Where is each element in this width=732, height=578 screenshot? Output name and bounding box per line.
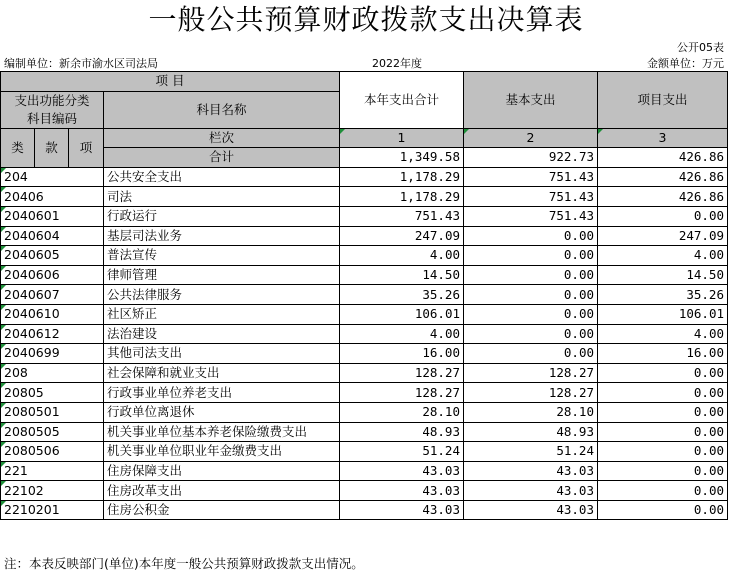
row-code: 2040612 xyxy=(1,324,104,344)
row-code: 2040610 xyxy=(1,304,104,324)
table-row xyxy=(1,246,728,266)
row-project: 0.00 xyxy=(598,402,728,422)
row-subject-name: 行政事业单位养老支出 xyxy=(104,383,340,403)
table-row xyxy=(1,422,728,442)
table-note: 注：本表反映部门(单位)本年度一般公共预算财政拨款支出情况。 xyxy=(4,556,364,571)
row-subject-name: 公共法律服务 xyxy=(104,285,340,305)
row-subject-name: 行政单位离退休 xyxy=(104,402,340,422)
row-subject-name: 行政运行 xyxy=(104,206,340,226)
table-row xyxy=(1,187,728,207)
table-row xyxy=(1,442,728,462)
header-kuan: 款 xyxy=(35,128,69,167)
row-project: 16.00 xyxy=(598,344,728,364)
header-subject-name: 科目名称 xyxy=(104,91,340,128)
row-total: 751.43 xyxy=(340,206,464,226)
compiling-unit: 编制单位：新余市渝水区司法局 xyxy=(4,57,158,70)
row-project: 0.00 xyxy=(598,461,728,481)
table-row xyxy=(1,265,728,285)
row-total: 14.50 xyxy=(340,265,464,285)
row-basic: 751.43 xyxy=(464,206,598,226)
row-project: 35.26 xyxy=(598,285,728,305)
row-basic: 0.00 xyxy=(464,304,598,324)
header-lanci: 栏次 xyxy=(104,128,340,148)
row-total: 128.27 xyxy=(340,363,464,383)
row-total: 4.00 xyxy=(340,246,464,266)
expenditure-table xyxy=(0,71,728,520)
row-total: 16.00 xyxy=(340,344,464,364)
row-code: 20805 xyxy=(1,383,104,403)
header-project: 项目支出 xyxy=(598,72,728,129)
row-total: 48.93 xyxy=(340,422,464,442)
row-code: 2080506 xyxy=(1,442,104,462)
row-total: 43.03 xyxy=(340,461,464,481)
row-project: 0.00 xyxy=(598,442,728,462)
row-basic: 51.24 xyxy=(464,442,598,462)
row-basic: 128.27 xyxy=(464,383,598,403)
row-code: 2040601 xyxy=(1,206,104,226)
table-row xyxy=(1,285,728,305)
row-project: 106.01 xyxy=(598,304,728,324)
row-project: 247.09 xyxy=(598,226,728,246)
row-total: 1,178.29 xyxy=(340,187,464,207)
row-project: 426.86 xyxy=(598,187,728,207)
row-basic: 43.03 xyxy=(464,500,598,520)
row-project: 14.50 xyxy=(598,265,728,285)
row-basic: 0.00 xyxy=(464,226,598,246)
row-subject-name: 社区矫正 xyxy=(104,304,340,324)
header-heji: 合计 xyxy=(104,148,340,168)
total-sum: 1,349.58 xyxy=(340,148,464,168)
row-code: 22102 xyxy=(1,481,104,501)
row-total: 28.10 xyxy=(340,402,464,422)
row-subject-name: 普法宣传 xyxy=(104,246,340,266)
row-total: 106.01 xyxy=(340,304,464,324)
table-row xyxy=(1,383,728,403)
row-basic: 751.43 xyxy=(464,187,598,207)
row-basic: 0.00 xyxy=(464,344,598,364)
row-basic: 28.10 xyxy=(464,402,598,422)
header-col2: 2 xyxy=(464,128,598,148)
row-basic: 0.00 xyxy=(464,265,598,285)
row-basic: 128.27 xyxy=(464,363,598,383)
row-subject-name: 住房保障支出 xyxy=(104,461,340,481)
row-project: 0.00 xyxy=(598,206,728,226)
row-basic: 751.43 xyxy=(464,167,598,187)
row-total: 1,178.29 xyxy=(340,167,464,187)
row-subject-name: 机关事业单位基本养老保险缴费支出 xyxy=(104,422,340,442)
row-project: 0.00 xyxy=(598,383,728,403)
row-code: 2210201 xyxy=(1,500,104,520)
table-row xyxy=(1,206,728,226)
table-row xyxy=(1,363,728,383)
row-total: 43.03 xyxy=(340,500,464,520)
table-row xyxy=(1,461,728,481)
row-subject-name: 社会保障和就业支出 xyxy=(104,363,340,383)
money-unit: 金额单位：万元 xyxy=(647,57,724,70)
row-total: 128.27 xyxy=(340,383,464,403)
row-basic: 0.00 xyxy=(464,324,598,344)
form-number: 公开05表 xyxy=(677,41,724,54)
row-subject-name: 住房公积金 xyxy=(104,500,340,520)
header-xiang: 项 xyxy=(69,128,104,167)
row-subject-name: 其他司法支出 xyxy=(104,344,340,364)
header-basic: 基本支出 xyxy=(464,72,598,129)
row-basic: 48.93 xyxy=(464,422,598,442)
row-total: 43.03 xyxy=(340,481,464,501)
row-basic: 43.03 xyxy=(464,461,598,481)
row-code: 2040605 xyxy=(1,246,104,266)
row-subject-name: 公共安全支出 xyxy=(104,167,340,187)
header-lei: 类 xyxy=(1,128,35,167)
row-code: 2080505 xyxy=(1,422,104,442)
row-subject-name: 机关事业单位职业年金缴费支出 xyxy=(104,442,340,462)
row-code: 20406 xyxy=(1,187,104,207)
header-total: 本年支出合计 xyxy=(340,72,464,129)
total-project: 426.86 xyxy=(598,148,728,168)
row-project: 4.00 xyxy=(598,324,728,344)
row-basic: 0.00 xyxy=(464,246,598,266)
header-col3: 3 xyxy=(598,128,728,148)
table-row xyxy=(1,324,728,344)
table-row xyxy=(1,344,728,364)
row-subject-name: 基层司法业务 xyxy=(104,226,340,246)
row-project: 0.00 xyxy=(598,481,728,501)
row-code: 2040607 xyxy=(1,285,104,305)
header-item: 项 目 xyxy=(1,72,340,92)
row-code: 208 xyxy=(1,363,104,383)
table-row xyxy=(1,304,728,324)
row-project: 0.00 xyxy=(598,363,728,383)
fiscal-year: 2022年度 xyxy=(372,57,422,70)
report-title: 一般公共预算财政拨款支出决算表 xyxy=(148,3,584,36)
table-row xyxy=(1,167,728,187)
total-basic: 922.73 xyxy=(464,148,598,168)
table-row xyxy=(1,402,728,422)
row-project: 426.86 xyxy=(598,167,728,187)
row-subject-name: 住房改革支出 xyxy=(104,481,340,501)
row-code: 204 xyxy=(1,167,104,187)
row-subject-name: 律师管理 xyxy=(104,265,340,285)
row-project: 4.00 xyxy=(598,246,728,266)
row-total: 51.24 xyxy=(340,442,464,462)
row-total: 35.26 xyxy=(340,285,464,305)
row-code: 221 xyxy=(1,461,104,481)
table-row xyxy=(1,481,728,501)
row-code: 2080501 xyxy=(1,402,104,422)
row-project: 0.00 xyxy=(598,500,728,520)
row-code: 2040699 xyxy=(1,344,104,364)
row-total: 247.09 xyxy=(340,226,464,246)
row-total: 4.00 xyxy=(340,324,464,344)
row-basic: 0.00 xyxy=(464,285,598,305)
row-subject-name: 司法 xyxy=(104,187,340,207)
header-col1: 1 xyxy=(340,128,464,148)
row-code: 2040606 xyxy=(1,265,104,285)
row-basic: 43.03 xyxy=(464,481,598,501)
table-row xyxy=(1,226,728,246)
row-subject-name: 法治建设 xyxy=(104,324,340,344)
row-project: 0.00 xyxy=(598,422,728,442)
row-code: 2040604 xyxy=(1,226,104,246)
table-row xyxy=(1,500,728,520)
header-func-code: 支出功能分类 科目编码 xyxy=(1,91,104,128)
